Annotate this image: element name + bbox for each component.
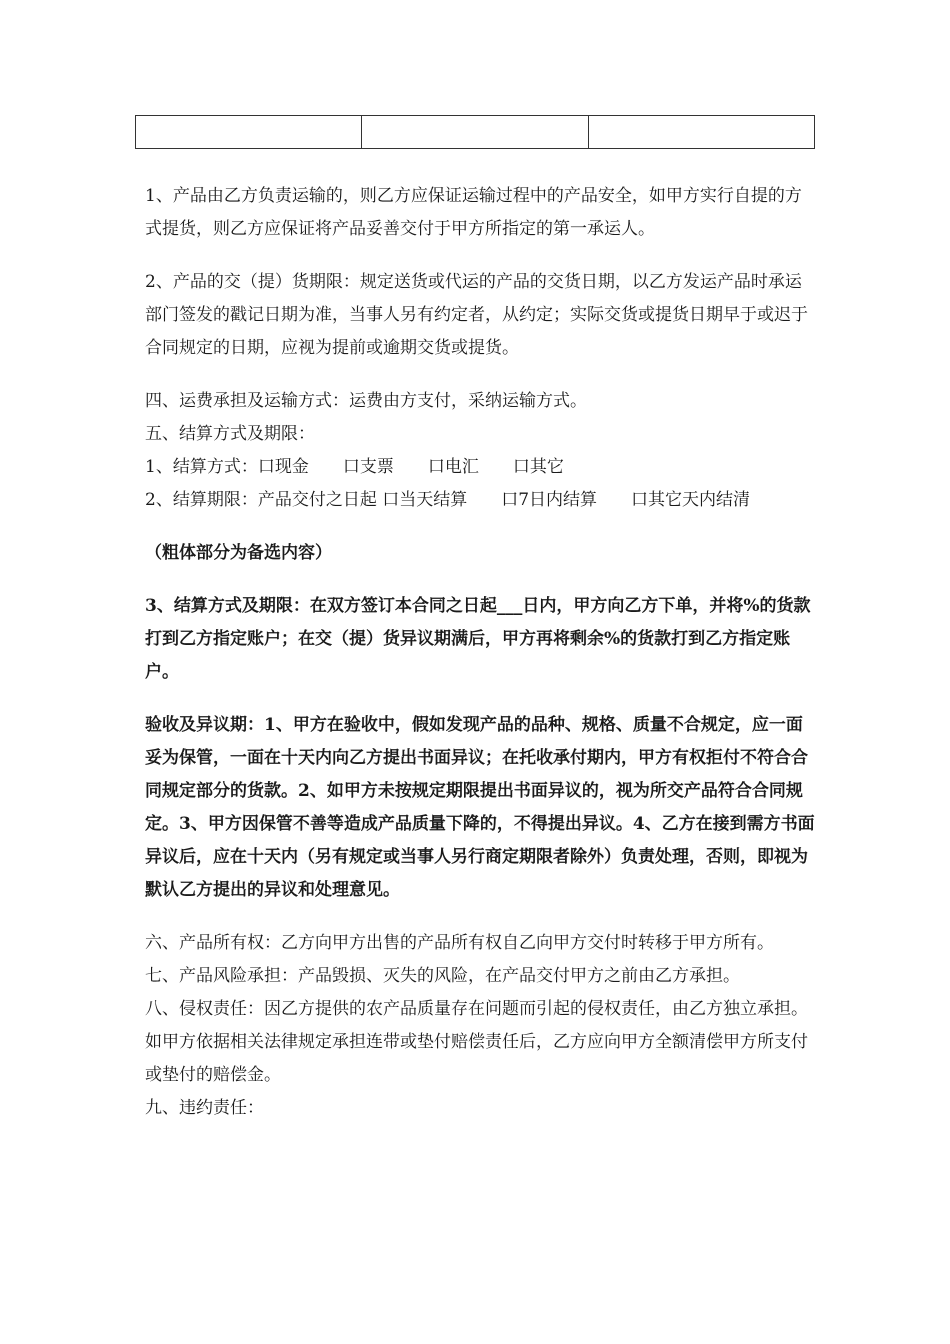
settlement-period: 2、结算期限：产品交付之日起 口当天结算 口7日内结算 口其它天内结清 — [145, 490, 751, 510]
inspection-objection-clause: 验收及异议期：1、甲方在验收中，假如发现产品的品种、规格、质量不合规定，应一面妥为保管，一面在十天内向乙方提出书面异议；在托收承付期内，甲方有权拒付不符合合同规定部分的货款。2、如甲方未按规定期限提出书面异议的，视为所交产品符合合同规定。3、甲方因保管不善等造成产品质量下降的，不得提出异议。4、乙方在接到需方书面异议后，应在十天内（另有规定或当事人另行商定期限者除外）负责处理，否则，即视为默认乙方提出的异议和处理意见。 — [145, 715, 815, 900]
optional-settlement-clause: 3、结算方式及期限：在双方签订本合同之日起___日内，甲方向乙方下单，并将%的货款打到乙方指定账户；在交（提）货异议期满后，甲方再将剩余%的货款打到乙方指定账户。 — [145, 596, 811, 682]
delivery-deadline-clause: 2、产品的交（提）货期限：规定送货或代运的产品的交货日期，以乙方发运产品时承运部门签发的戳记日期为准，当事人另有约定者，从约定；实际交货或提货日期早于或迟于合同规定的日期，应视为提前或逾期交货或提货。 — [145, 272, 808, 358]
document-body — [145, 180, 815, 1125]
freight-clause: 四、运费承担及运输方式：运费由方支付，采纳运输方式。 — [145, 391, 587, 411]
table-cell — [136, 116, 362, 149]
tort-liability-clause: 八、侵权责任：因乙方提供的农产品质量存在问题而引起的侵权责任，由乙方独立承担。如甲方依据相关法律规定承担连带或垫付赔偿责任后，乙方应向甲方全额清偿甲方所支付或垫付的赔偿金。 — [145, 999, 808, 1085]
breach-liability-heading: 九、违约责任： — [145, 1098, 264, 1118]
table-row — [136, 116, 815, 149]
settlement-heading: 五、结算方式及期限： — [145, 424, 315, 444]
optional-content-note: （粗体部分为备选内容） — [145, 543, 332, 563]
ownership-clause: 六、产品所有权：乙方向甲方出售的产品所有权自乙向甲方交付时转移于甲方所有。 — [145, 933, 774, 953]
table-cell — [362, 116, 588, 149]
transport-clause: 1、产品由乙方负责运输的，则乙方应保证运输过程中的产品安全，如甲方实行自提的方式提货，则乙方应保证将产品妥善交付于甲方所指定的第一承运人。 — [145, 186, 802, 239]
top-table — [135, 115, 815, 149]
table-cell — [588, 116, 814, 149]
settlement-method: 1、结算方式：口现金 口支票 口电汇 口其它 — [145, 457, 564, 477]
risk-clause: 七、产品风险承担：产品毁损、灭失的风险，在产品交付甲方之前由乙方承担。 — [145, 966, 740, 986]
